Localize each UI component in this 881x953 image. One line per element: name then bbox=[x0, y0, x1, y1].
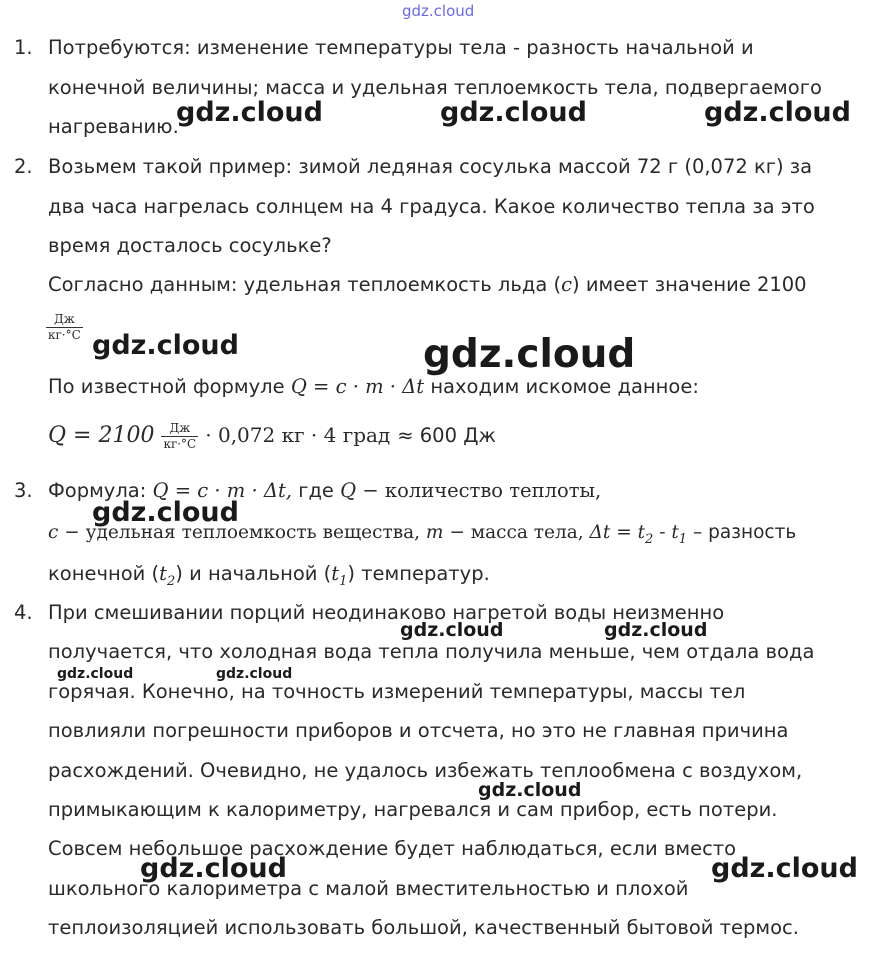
watermark: gdz.cloud bbox=[604, 619, 708, 641]
item-4-line-6: примыкающим к калориметру, нагревался и сам прибор, есть потери. bbox=[48, 798, 778, 821]
item-2-line-1: Возьмем такой пример: зимой ледяная сосулька массой 72 г (0,072 кг) за bbox=[48, 155, 813, 178]
item-4-line-9: теплоизоляцией использовать большой, качественный бытовой термос. bbox=[48, 916, 799, 939]
item-4-line-2: получается, что холодная вода тепла получила меньше, чем отдала вода bbox=[48, 640, 815, 663]
watermark: gdz.cloud bbox=[711, 853, 858, 884]
item-1-line-2: конечной величины; масса и удельная теплоемкость тела, подвергаемого bbox=[48, 76, 822, 99]
item-2-line-2: два часа нагрелась солнцем на 4 градуса. Какое количество тепла за это bbox=[48, 195, 815, 218]
item-2-formula-line: По известной формуле Q = c · m · Δt находим искомое данное: bbox=[48, 375, 699, 398]
watermark: gdz.cloud bbox=[478, 779, 582, 801]
item-4-line-4: повлияли погрешности приборов и отсчета, но это не главная причина bbox=[48, 719, 789, 742]
watermark: gdz.cloud bbox=[176, 97, 323, 128]
item-1-number: 1. bbox=[14, 36, 33, 59]
item-3-line-1: Формула: Q = c · m · Δt, где Q − количество теплоты, bbox=[48, 479, 602, 502]
watermark: gdz.cloud bbox=[92, 497, 239, 528]
watermark-top: gdz.cloud bbox=[402, 2, 475, 20]
watermark: gdz.cloud bbox=[440, 97, 587, 128]
item-4-line-3: горячая. Конечно, на точность измерений температуры, массы тел bbox=[48, 680, 746, 703]
item-4-line-5: расхождений. Очевидно, не удалось избежать теплообмена с воздухом, bbox=[48, 759, 803, 782]
watermark: gdz.cloud bbox=[216, 666, 293, 682]
item-2-given-unit: $\frac{Дж}{кг\cdot^\circ С}$ bbox=[48, 312, 81, 342]
item-3-line-2: c − удельная теплоемкость вещества, m − масса тела, $\Delta t = t_2 - t_1$ – разность bbox=[48, 522, 797, 547]
watermark: gdz.cloud bbox=[92, 330, 239, 361]
watermark: gdz.cloud bbox=[57, 666, 134, 682]
item-2-number: 2. bbox=[14, 155, 33, 178]
watermark-large: gdz.cloud bbox=[423, 332, 636, 377]
item-3-line-3: конечной $(t_2)$ и начальной $(t_1)$ температур. bbox=[48, 562, 490, 589]
watermark: gdz.cloud bbox=[400, 619, 504, 641]
item-2-given-line: Согласно данным: удельная теплоемкость льда (c) имеет значение 2100 bbox=[48, 273, 807, 296]
item-3-number: 3. bbox=[14, 479, 33, 502]
item-4-line-8: школьного калориметра с малой вместительностью и плохой bbox=[48, 877, 689, 900]
item-4-number: 4. bbox=[14, 601, 33, 624]
watermark: gdz.cloud bbox=[140, 853, 287, 884]
item-2-calculation: Q = 2100 $\frac{Дж}{кг\cdot^\circ С}$ · 0,072 кг · 4 град ≈ 600 Дж bbox=[48, 420, 496, 451]
item-4-line-7: Совсем небольшое расхождение будет наблюдаться, если вместо bbox=[48, 837, 737, 860]
watermark: gdz.cloud bbox=[704, 97, 851, 128]
item-4-line-1: При смешивании порций неодинаково нагретой воды неизменно bbox=[48, 601, 725, 624]
item-1-line-1: Потребуются: изменение температуры тела - разность начальной и bbox=[48, 36, 754, 59]
item-1-line-3: нагреванию. bbox=[48, 115, 179, 138]
item-2-line-3: время досталось сосульке? bbox=[48, 234, 332, 257]
